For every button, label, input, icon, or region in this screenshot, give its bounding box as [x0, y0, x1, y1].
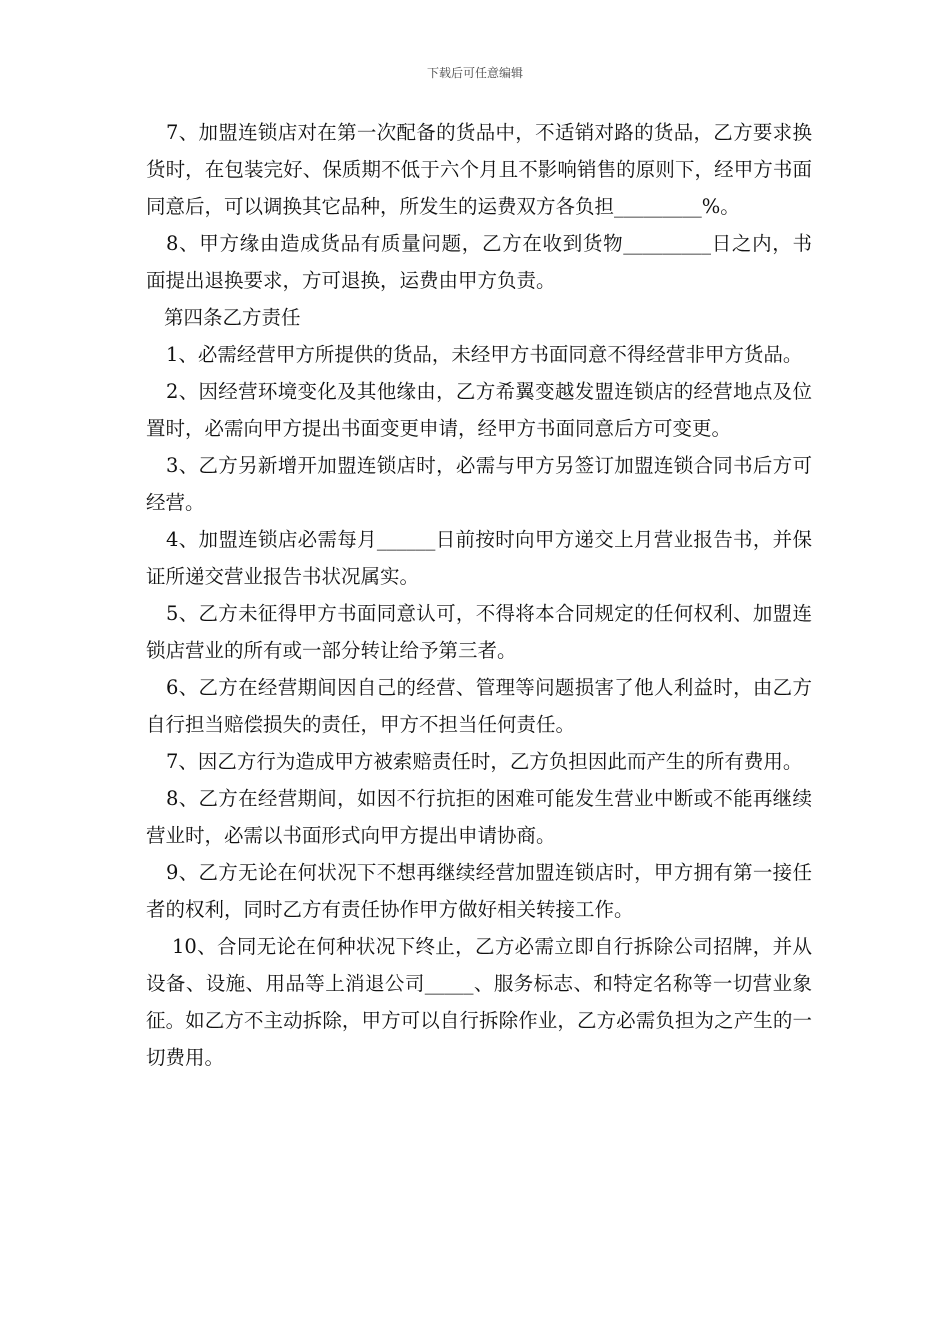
document-body	[146, 114, 812, 1076]
clause-3-7: 7、加盟连锁店对在第一次配备的货品中，不适销对路的货品，乙方要求换货时，在包装完好、保质期不低于六个月且不影响销售的原则下，经甲方书面同意后，可以调换其它品种，所发生的运费双方各负担_________%。	[146, 121, 812, 218]
clause-4-8: 8、乙方在经营期间，如因不行抗拒的困难可能发生营业中断或不能再继续营业时，必需以书面形式向甲方提出申请协商。	[146, 787, 812, 847]
clause-4-6: 6、乙方在经营期间因自己的经营、管理等问题损害了他人利益时，由乙方自行担当赔偿损失的责任，甲方不担当任何责任。	[146, 676, 812, 736]
clause-4-4: 4、加盟连锁店必需每月______日前按时向甲方递交上月营业报告书，并保证所递交营业报告书状况属实。	[146, 528, 812, 588]
clause-4-7: 7、因乙方行为造成甲方被索赔责任时，乙方负担因此而产生的所有费用。	[166, 750, 803, 773]
clause-4-9: 9、乙方无论在何状况下不想再继续经营加盟连锁店时，甲方拥有第一接任者的权利，同时乙方有责任协作甲方做好相关转接工作。	[146, 861, 812, 921]
clause-4-2: 2、因经营环境变化及其他缘由，乙方希翼变越发盟连锁店的经营地点及位置时，必需向甲方提出书面变更申请，经甲方书面同意后方可变更。	[146, 380, 812, 440]
clause-4-5: 5、乙方未征得甲方书面同意认可，不得将本合同规定的任何权利、加盟连锁店营业的所有或一部分转让给予第三者。	[146, 602, 812, 662]
clause-4-1: 1、必需经营甲方所提供的货品，未经甲方书面同意不得经营非甲方货品。	[166, 343, 803, 366]
clause-4-3: 3、乙方另新增开加盟连锁店时，必需与甲方另签订加盟连锁合同书后方可经营。	[146, 454, 812, 514]
page-header: 下载后可任意编辑	[426, 66, 523, 80]
section-heading-4: 第四条乙方责任	[164, 306, 301, 329]
clause-4-10: 10、合同无论在何种状况下终止，乙方必需立即自行拆除公司招牌，并从设备、设施、用品等上消退公司_____、服务标志、和特定名称等一切营业象征。如乙方不主动拆除，甲方可以自行拆除作业，乙方必需负担为之产生的一切费用。	[146, 935, 812, 1069]
clause-3-8: 8、甲方缘由造成货品有质量问题，乙方在收到货物_________日之内，书面提出退换要求，方可退换，运费由甲方负责。	[146, 232, 812, 292]
